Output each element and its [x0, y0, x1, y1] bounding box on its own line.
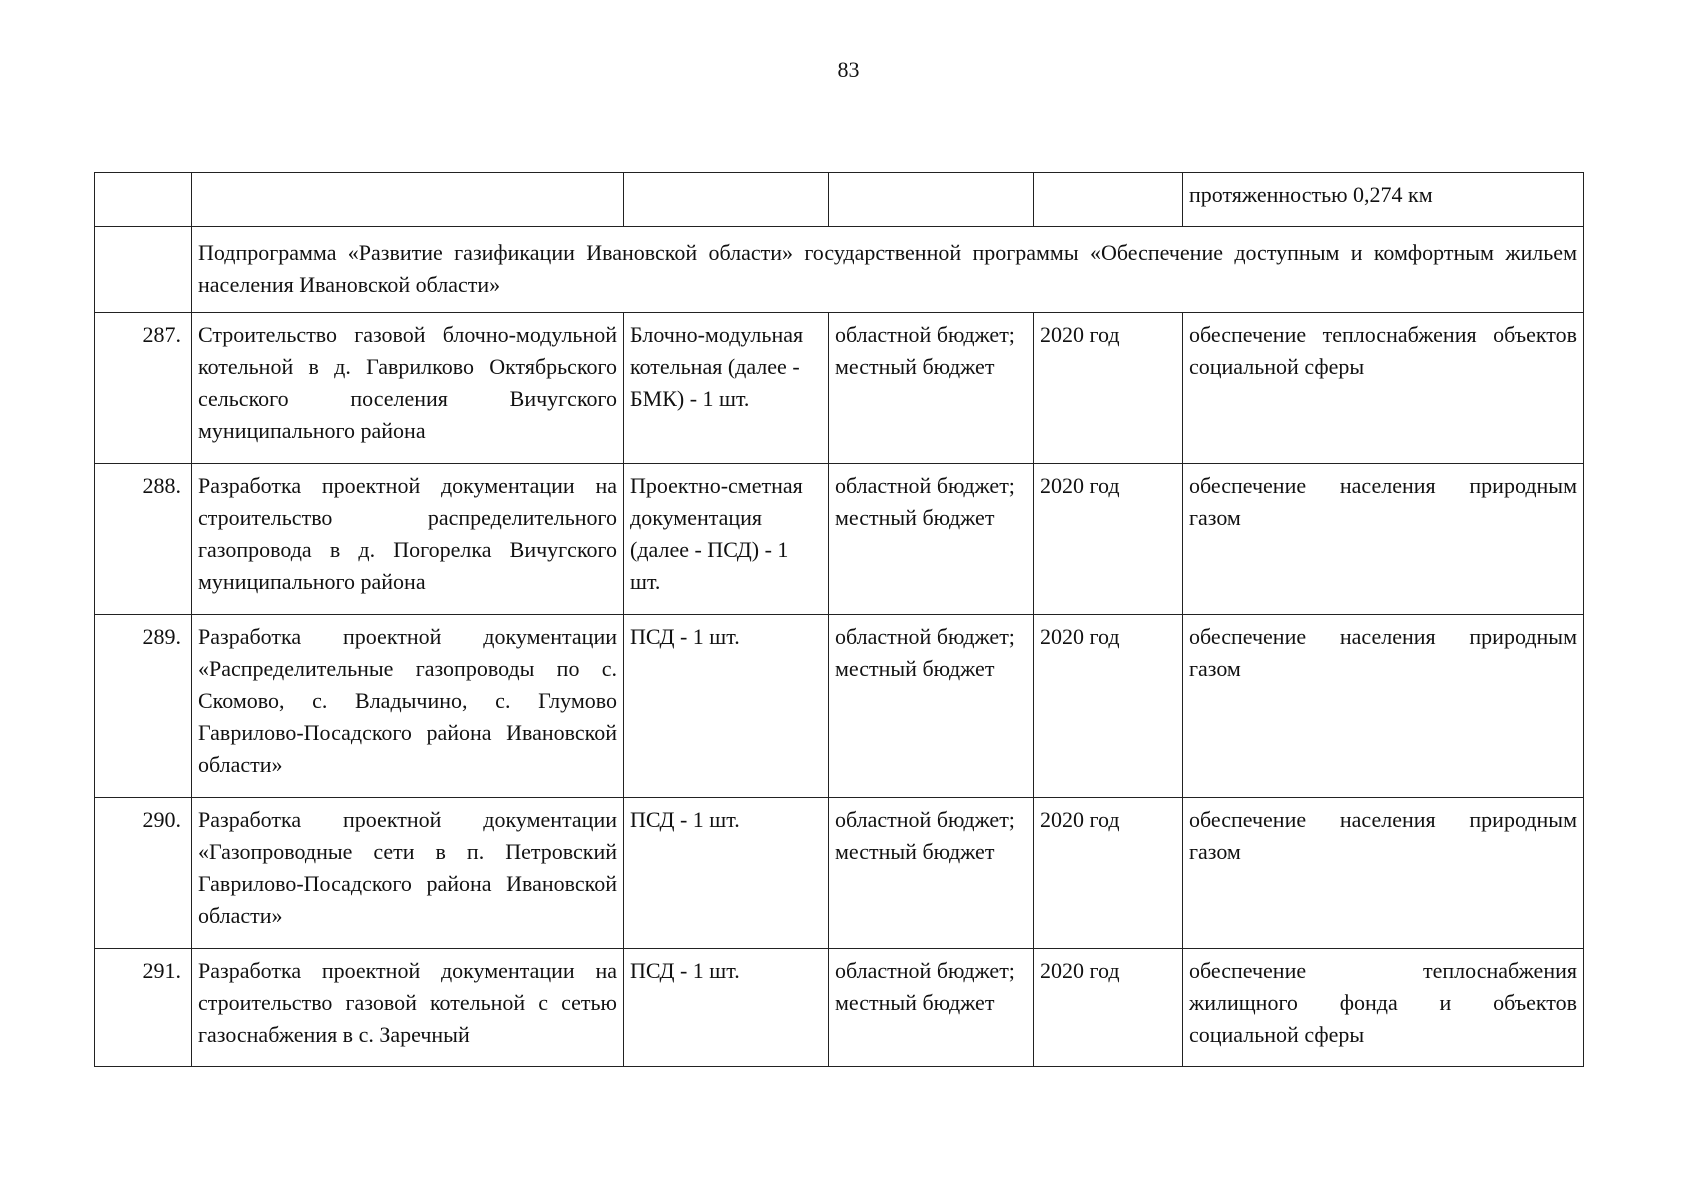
table-row-continuation [95, 173, 1584, 227]
measure-year: 2020 год [1034, 615, 1183, 798]
row-number: 290. [95, 798, 192, 949]
row-number: 287. [95, 313, 192, 464]
table-row [95, 464, 1584, 615]
measure-output: ПСД - 1 шт. [624, 615, 829, 798]
measure-year: 2020 год [1034, 464, 1183, 615]
cell-source [829, 173, 1034, 227]
measure-name: Разработка проектной документации на строительство газовой котельной с сетью газоснабжения в с. Заречный [192, 949, 624, 1067]
measure-name: Разработка проектной документации «Распределительные газопроводы по с. Скомово, с. Владычино, с. Глумово Гаврилово-Посадского района Ивановской области» [192, 615, 624, 798]
expected-result: обеспечение населения природным газом [1183, 798, 1584, 949]
row-number: 289. [95, 615, 192, 798]
measure-output: ПСД - 1 шт. [624, 949, 829, 1067]
subprogram-title: Подпрограмма «Развитие газификации Ивановской области» государственной программы «Обеспечение доступным и комфортным жильем населения Ивановской области» [192, 227, 1584, 313]
table-row-subprogram [95, 227, 1584, 313]
cell-num [95, 227, 192, 313]
expected-result: обеспечение населения природным газом [1183, 464, 1584, 615]
measure-year: 2020 год [1034, 313, 1183, 464]
funding-source: областной бюджет; местный бюджет [829, 615, 1034, 798]
measure-output: Проектно-сметная документация (далее - ПСД) - 1 шт. [624, 464, 829, 615]
program-measures-table [94, 172, 1584, 1067]
table-row [95, 615, 1584, 798]
table-row [95, 313, 1584, 464]
measure-output: ПСД - 1 шт. [624, 798, 829, 949]
expected-result: обеспечение теплоснабжения жилищного фонда и объектов социальной сферы [1183, 949, 1584, 1067]
funding-source: областной бюджет; местный бюджет [829, 313, 1034, 464]
cell-year [1034, 173, 1183, 227]
funding-source: областной бюджет; местный бюджет [829, 464, 1034, 615]
measure-name: Строительство газовой блочно-модульной котельной в д. Гаврилково Октябрьского сельского поселения Вичугского муниципального района [192, 313, 624, 464]
cell-num [95, 173, 192, 227]
funding-source: областной бюджет; местный бюджет [829, 949, 1034, 1067]
measure-name: Разработка проектной документации «Газопроводные сети в п. Петровский Гаврилово-Посадского района Ивановской области» [192, 798, 624, 949]
expected-result: обеспечение теплоснабжения объектов социальной сферы [1183, 313, 1584, 464]
measure-output: Блочно-модульная котельная (далее - БМК) - 1 шт. [624, 313, 829, 464]
table-row [95, 798, 1584, 949]
cell-name [192, 173, 624, 227]
row-number: 288. [95, 464, 192, 615]
expected-result: обеспечение населения природным газом [1183, 615, 1584, 798]
table-row [95, 949, 1584, 1067]
measure-year: 2020 год [1034, 949, 1183, 1067]
measure-year: 2020 год [1034, 798, 1183, 949]
measure-name: Разработка проектной документации на строительство распределительного газопровода в д. Погорелка Вичугского муниципального района [192, 464, 624, 615]
page-number: 83 [837, 57, 860, 82]
cell-output [624, 173, 829, 227]
cell-result: протяженностью 0,274 км [1183, 173, 1584, 227]
row-number: 291. [95, 949, 192, 1067]
funding-source: областной бюджет; местный бюджет [829, 798, 1034, 949]
